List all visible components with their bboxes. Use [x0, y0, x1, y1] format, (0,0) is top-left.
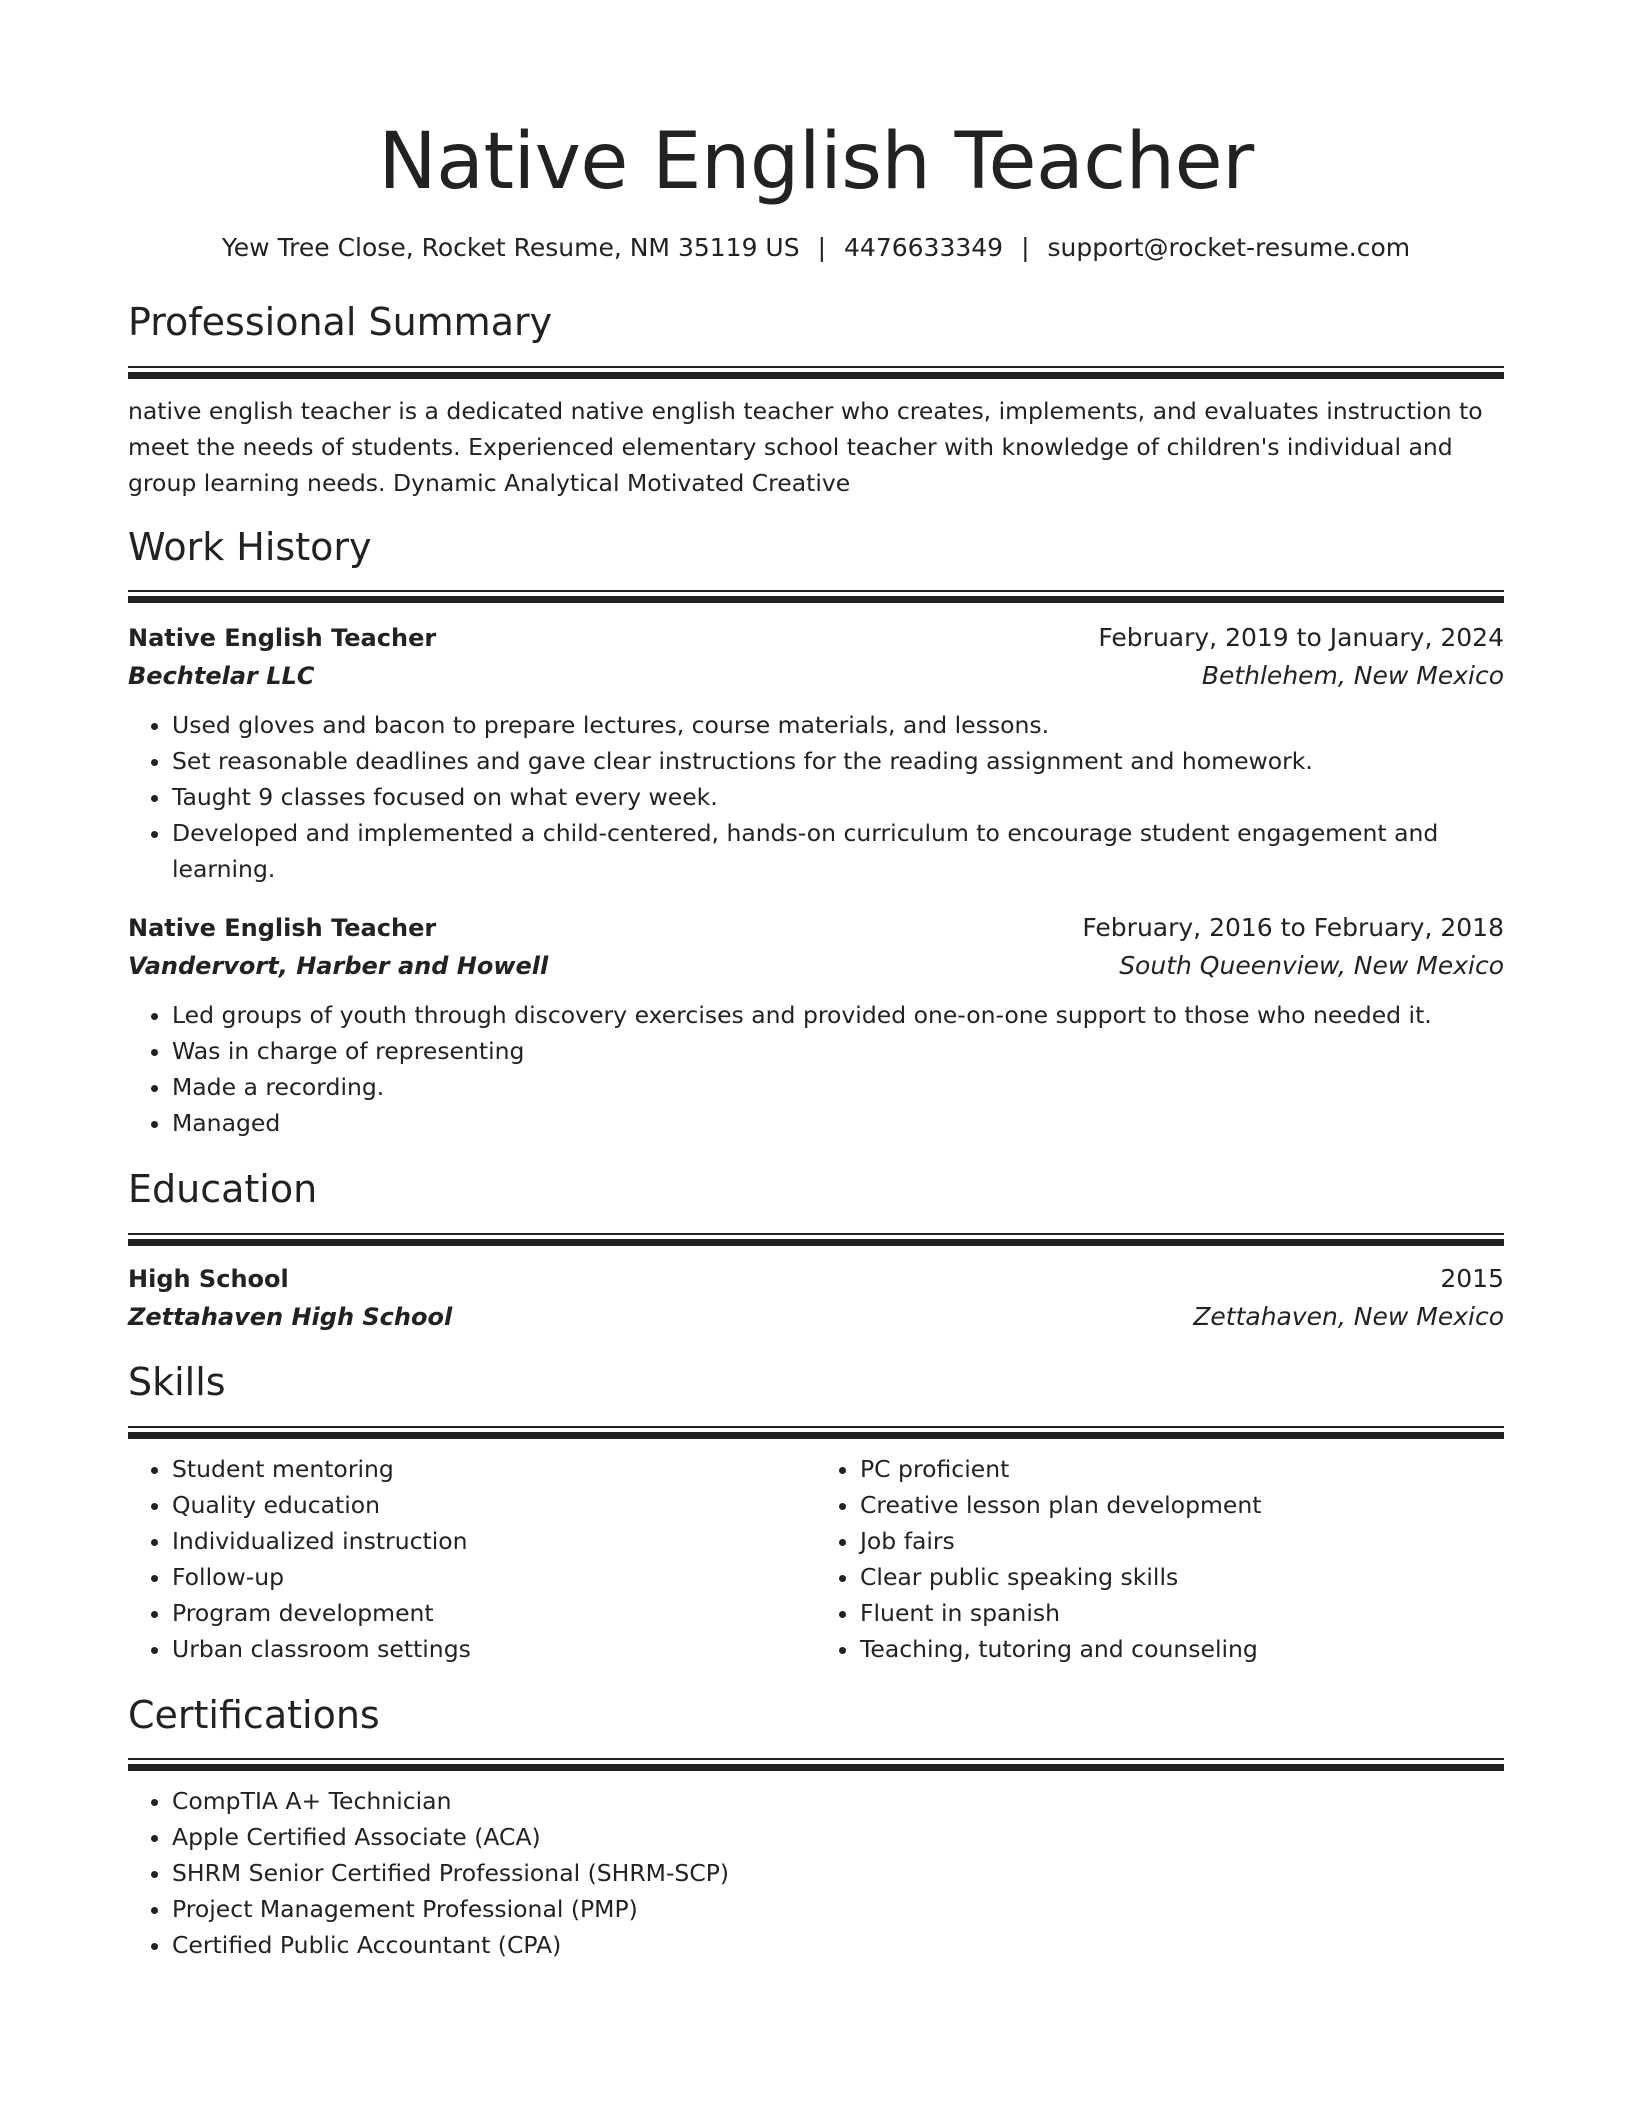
contact-line [128, 232, 1504, 265]
contact-email[interactable]: support@rocket-resume.com [1047, 232, 1411, 262]
section-title-work: Work History [128, 524, 372, 569]
section-divider [128, 366, 1504, 379]
list-item: • Teaching, tutoring and counseling [860, 1631, 1504, 1667]
contact-separator: | [817, 232, 827, 262]
job-entry [128, 909, 1504, 1141]
job-dates: February, 2016 to February, 2018 [1082, 913, 1504, 943]
contact-address: Yew Tree Close, Rocket Resume, NM 35119 US [221, 232, 800, 262]
job-title: Native English Teacher [128, 914, 437, 943]
list-item: • Quality education [172, 1487, 816, 1523]
list-item: • Taught 9 classes focused on what every week. [172, 779, 1504, 815]
section-work-history [128, 525, 1504, 1142]
section-divider [128, 1758, 1504, 1771]
list-item: • Urban classroom settings [172, 1631, 816, 1667]
list-item: • PC proficient [860, 1451, 1504, 1487]
list-item: • Was in charge of representing [172, 1033, 1504, 1069]
education-school: Zettahaven High School [128, 1302, 453, 1331]
contact-separator: | [1021, 232, 1030, 262]
job-entry [128, 619, 1504, 887]
list-item: • SHRM Senior Certified Professional (SHRM-SCP) [172, 1855, 1504, 1891]
list-item: • Individualized instruction [172, 1523, 816, 1559]
list-item: • Program development [172, 1595, 816, 1631]
list-item: • Job fairs [860, 1523, 1504, 1559]
job-location: Bethlehem, New Mexico [1201, 661, 1504, 691]
education-entry [128, 1260, 1504, 1336]
section-title-summary: Professional Summary [128, 300, 553, 345]
list-item: • CompTIA A+ Technician [172, 1783, 1504, 1819]
section-divider [128, 1233, 1504, 1246]
job-company: Bechtelar LLC [128, 662, 315, 691]
education-degree: High School [128, 1264, 289, 1293]
contact-phone: 4476633349 [844, 232, 1004, 262]
section-education [128, 1167, 1504, 1336]
list-item: • Follow-up [172, 1559, 816, 1595]
list-item: • Creative lesson plan development [860, 1487, 1504, 1523]
job-dates: February, 2019 to January, 2024 [1098, 623, 1504, 653]
list-item: • Student mentoring [172, 1451, 816, 1487]
job-bullets [128, 997, 1504, 1141]
skills-list-right [816, 1451, 1504, 1667]
skills-grid [128, 1451, 1504, 1667]
list-item: • Made a recording. [172, 1069, 1504, 1105]
resume-name: Native English Teacher [378, 117, 1254, 207]
resume-page [128, 118, 1504, 1963]
list-item: • Managed [172, 1105, 1504, 1141]
summary-text: native english teacher is a dedicated native english teacher who creates, implements, and evaluates instruction to meet the needs of students. Experienced elementary school teacher with knowledge of children's individual and group learning needs. Dynamic Analytical Motivated Creative [128, 396, 1483, 497]
list-item: • Set reasonable deadlines and gave clear instructions for the reading assignment and homework. [172, 743, 1504, 779]
section-title-education: Education [128, 1167, 318, 1212]
list-item: • Developed and implemented a child-centered, hands-on curriculum to encourage student engagement and learning. [172, 815, 1504, 887]
section-divider [128, 1426, 1504, 1439]
section-certifications [128, 1693, 1504, 1964]
education-location: Zettahaven, New Mexico [1193, 1301, 1504, 1331]
list-item: • Apple Certified Associate (ACA) [172, 1819, 1504, 1855]
certifications-list [128, 1783, 1504, 1963]
section-summary [128, 300, 1504, 501]
list-item: • Project Management Professional (PMP) [172, 1891, 1504, 1927]
list-item: • Certified Public Accountant (CPA) [172, 1927, 1504, 1963]
job-location: South Queenview, New Mexico [1119, 951, 1504, 981]
education-year: 2015 [1440, 1263, 1504, 1293]
list-item: • Clear public speaking skills [860, 1559, 1504, 1595]
list-item: • Led groups of youth through discovery exercises and provided one-on-one support to those who needed it. [172, 997, 1504, 1033]
job-title: Native English Teacher [128, 624, 437, 653]
section-title-certifications: Certifications [128, 1692, 380, 1737]
job-company: Vandervort, Harber and Howell [128, 952, 549, 981]
skills-list-left [128, 1451, 816, 1667]
section-title-skills: Skills [128, 1359, 226, 1404]
section-divider [128, 590, 1504, 603]
list-item: • Used gloves and bacon to prepare lectures, course materials, and lessons. [172, 707, 1504, 743]
list-item: • Fluent in spanish [860, 1595, 1504, 1631]
section-skills [128, 1360, 1504, 1667]
job-bullets [128, 707, 1504, 887]
